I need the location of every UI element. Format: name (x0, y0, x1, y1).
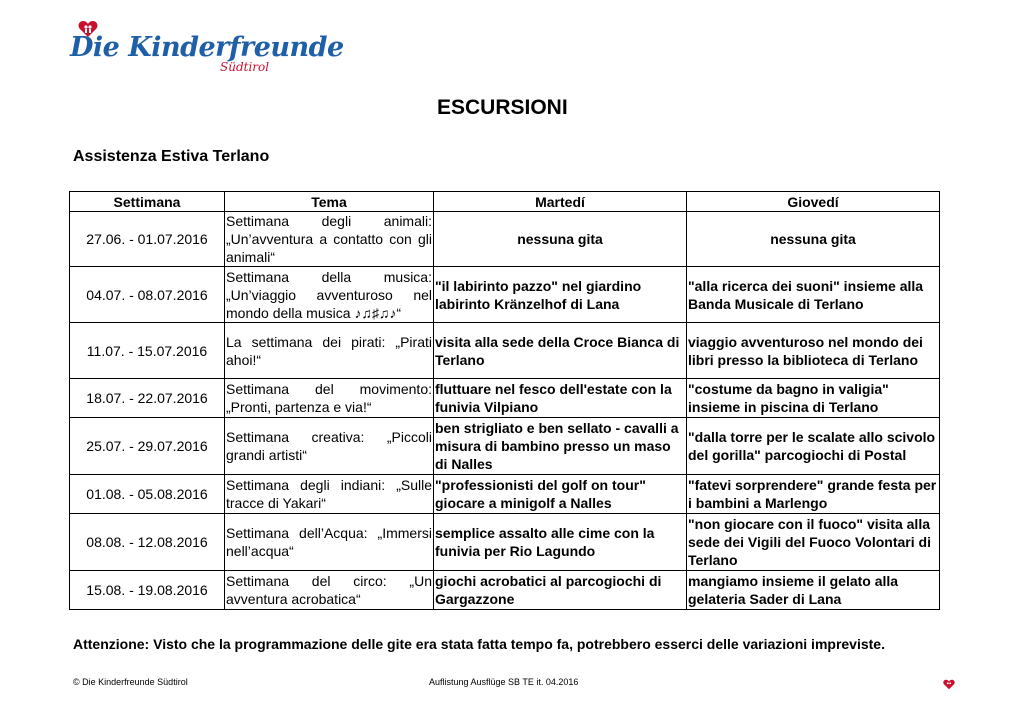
thursday-cell: "alla ricerca dei suoni" insieme alla Banda Musicale di Terlano (687, 267, 940, 323)
logo-brand-text: Die Kinderfreunde (70, 32, 344, 63)
tuesday-cell: giochi acrobatici al parcogiochi di Gargazzone (434, 571, 687, 610)
warning-note: Attenzione: Visto che la programmazione delle gite era stata fatta tempo fa, potrebbero esserci delle variazioni impreviste. (73, 636, 885, 652)
header-theme: Tema (225, 192, 434, 212)
page-title: ESCURSIONI (437, 96, 568, 119)
week-cell: 08.08. - 12.08.2016 (70, 514, 225, 571)
footer-document-id: Auflistung Ausflüge SB TE it. 04.2016 (429, 677, 579, 687)
tuesday-cell: visita alla sede della Croce Bianca di Terlano (434, 323, 687, 379)
thursday-cell: viaggio avventuroso nel mondo dei libri presso la biblioteca di Terlano (687, 323, 940, 379)
thursday-cell: "dalla torre per le scalate allo scivolo del gorilla" parcogiochi di Postal (687, 418, 940, 475)
header-week: Settimana (70, 192, 225, 212)
theme-cell: La settimana dei pirati: „Pirati ahoi!“ (225, 323, 434, 379)
week-cell: 18.07. - 22.07.2016 (70, 379, 225, 418)
header-tuesday: Martedí (434, 192, 687, 212)
heart-logo-icon (943, 679, 955, 690)
page-subtitle: Assistenza Estiva Terlano (73, 148, 270, 165)
logo-region-text: Südtirol (220, 60, 270, 74)
table-row (70, 418, 940, 475)
brand-logo (66, 20, 344, 82)
tuesday-cell: fluttuare nel fesco dell'estate con la funivia Vilpiano (434, 379, 687, 418)
week-cell: 15.08. - 19.08.2016 (70, 571, 225, 610)
week-cell: 01.08. - 05.08.2016 (70, 475, 225, 514)
excursion-table (69, 191, 940, 610)
thursday-cell: "fatevi sorprendere" grande festa per i bambini a Marlengo (687, 475, 940, 514)
table-row (70, 323, 940, 379)
thursday-cell: mangiamo insieme il gelato alla gelateria Sader di Lana (687, 571, 940, 610)
header-thursday: Giovedí (687, 192, 940, 212)
theme-cell: Settimana dell’Acqua: „Immersi nell’acqua“ (225, 514, 434, 571)
table-header-row (70, 192, 940, 212)
table-row (70, 212, 940, 267)
theme-cell: Settimana degli indiani: „Sulle tracce di Yakari“ (225, 475, 434, 514)
table-row (70, 379, 940, 418)
theme-cell: Settimana degli animali: „Un’avventura a contatto con gli animali“ (226, 213, 432, 265)
table-row (70, 267, 940, 323)
table-row (70, 514, 940, 571)
theme-cell: Settimana della musica: „Un’viaggio avventuroso nel mondo della musica ♪♫♯♫♪“ (226, 268, 432, 321)
week-cell: 27.06. - 01.07.2016 (70, 212, 225, 267)
table-row (70, 571, 940, 610)
theme-cell: Settimana del circo: „Un avventura acrobatica“ (225, 571, 434, 610)
table-row (70, 475, 940, 514)
tuesday-cell: nessuna gita (434, 212, 687, 267)
week-cell: 25.07. - 29.07.2016 (70, 418, 225, 475)
tuesday-cell: "professionisti del golf on tour" giocare a minigolf a Nalles (434, 475, 687, 514)
thursday-cell: nessuna gita (687, 212, 940, 267)
thursday-cell: "costume da bagno in valigia" insieme in piscina di Terlano (687, 379, 940, 418)
tuesday-cell: ben strigliato e ben sellato - cavalli a misura di bambino presso un maso di Nalles (434, 418, 687, 475)
tuesday-cell: semplice assalto alle cime con la funivia per Rio Lagundo (434, 514, 687, 571)
tuesday-cell: "il labirinto pazzo" nel giardino labirinto Kränzelhof di Lana (434, 267, 687, 323)
theme-cell: Settimana del movimento: „Pronti, partenza e via!“ (225, 379, 434, 418)
week-cell: 11.07. - 15.07.2016 (70, 323, 225, 379)
footer-copyright: © Die Kinderfreunde Südtirol (73, 677, 188, 687)
thursday-cell: "non giocare con il fuoco" visita alla sede dei Vigili del Fuoco Volontari di Terlano (687, 514, 940, 571)
week-cell: 04.07. - 08.07.2016 (70, 267, 225, 323)
theme-cell: Settimana creativa: „Piccoli grandi artisti“ (225, 418, 434, 475)
